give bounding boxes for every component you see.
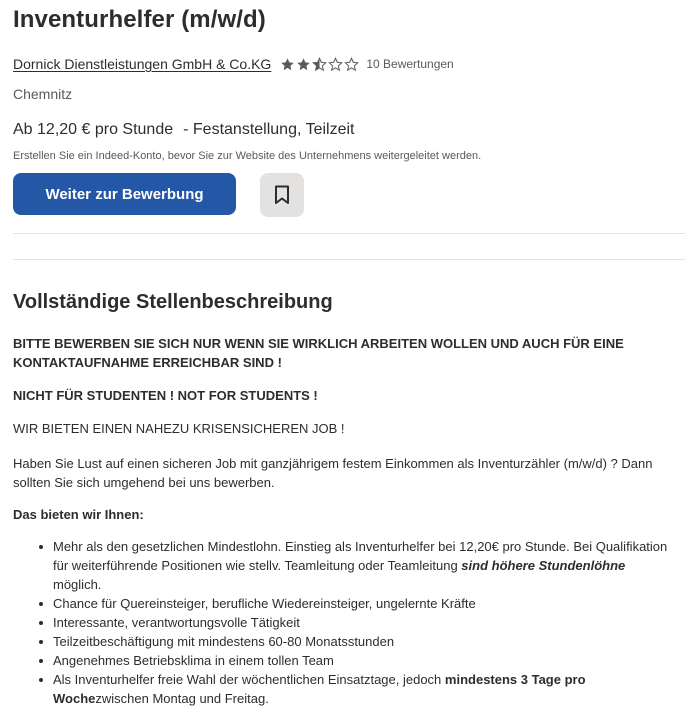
bookmark-icon	[273, 185, 291, 205]
account-notice: Erstellen Sie ein Indeed-Konto, bevor Sie zur Website des Unternehmens weitergeleitet werden.	[13, 150, 482, 162]
job-title: Inventurhelfer (m/w/d)	[13, 6, 266, 33]
star-full-icon	[296, 57, 311, 72]
benefits-list	[13, 537, 673, 708]
divider	[13, 259, 685, 260]
list-item: Chance für Quereinsteiger, berufliche Wiedereinsteiger, ungelernte Kräfte	[13, 594, 673, 613]
description-heading: Vollständige Stellenbeschreibung	[13, 291, 333, 313]
description-paragraph: Haben Sie Lust auf einen sicheren Job mit ganzjährigem festem Einkommen als Inventurzähler (m/w/d) ? Dann sollten Sie sich umgehend bei uns bewerben.	[13, 456, 653, 490]
list-item: Interessante, verantwortungsvolle Tätigkeit	[13, 613, 673, 632]
star-empty-icon	[328, 57, 343, 72]
description-paragraph: NICHT FÜR STUDENTEN ! NOT FOR STUDENTS !	[13, 388, 318, 403]
list-item: Teilzeitbeschäftigung mit mindestens 60-80 Monatsstunden	[13, 632, 673, 651]
apply-button[interactable]: Weiter zur Bewerbung	[13, 173, 236, 215]
description-paragraph: BITTE BEWERBEN SIE SICH NUR WENN SIE WIRKLICH ARBEITEN WOLLEN UND AUCH FÜR EINE KONTAKTAUFNAHME ERREICHBAR SIND !	[13, 336, 624, 370]
job-location: Chemnitz	[13, 86, 73, 102]
description-paragraph: WIR BIETEN EINEN NAHEZU KRISENSICHEREN JOB !	[13, 421, 345, 436]
star-full-icon	[280, 57, 295, 72]
star-half-icon	[312, 57, 327, 72]
employment-type: - Festanstellung, Teilzeit	[183, 121, 355, 138]
company-link[interactable]: Dornick Dienstleistungen GmbH & Co.KG	[13, 56, 272, 72]
company-row	[13, 54, 454, 74]
divider	[13, 233, 685, 234]
offer-heading: Das bieten wir Ihnen:	[13, 507, 144, 522]
rating-stars[interactable]	[280, 57, 360, 72]
list-item: Als Inventurhelfer freie Wahl der wöchentlichen Einsatztage, jedoch mindestens 3 Tage pro Wochezwischen Montag und Freitag.	[13, 670, 673, 708]
save-job-button[interactable]	[260, 173, 304, 217]
list-item: Mehr als den gesetzlichen Mindestlohn. Einstieg als Inventurhelfer bei 12,20€ pro Stunde. Bei Qualifikation für weiterführende Positionen wie stellv. Teamleitung oder Teamleitung sind höhere Stundenlöhne möglich.	[13, 537, 673, 594]
salary-text: Ab 12,20 € pro Stunde	[13, 121, 174, 138]
salary-row	[13, 121, 354, 139]
star-empty-icon	[344, 57, 359, 72]
list-item: Angenehmes Betriebsklima in einem tollen Team	[13, 651, 673, 670]
reviews-count[interactable]: 10 Bewertungen	[366, 57, 454, 71]
